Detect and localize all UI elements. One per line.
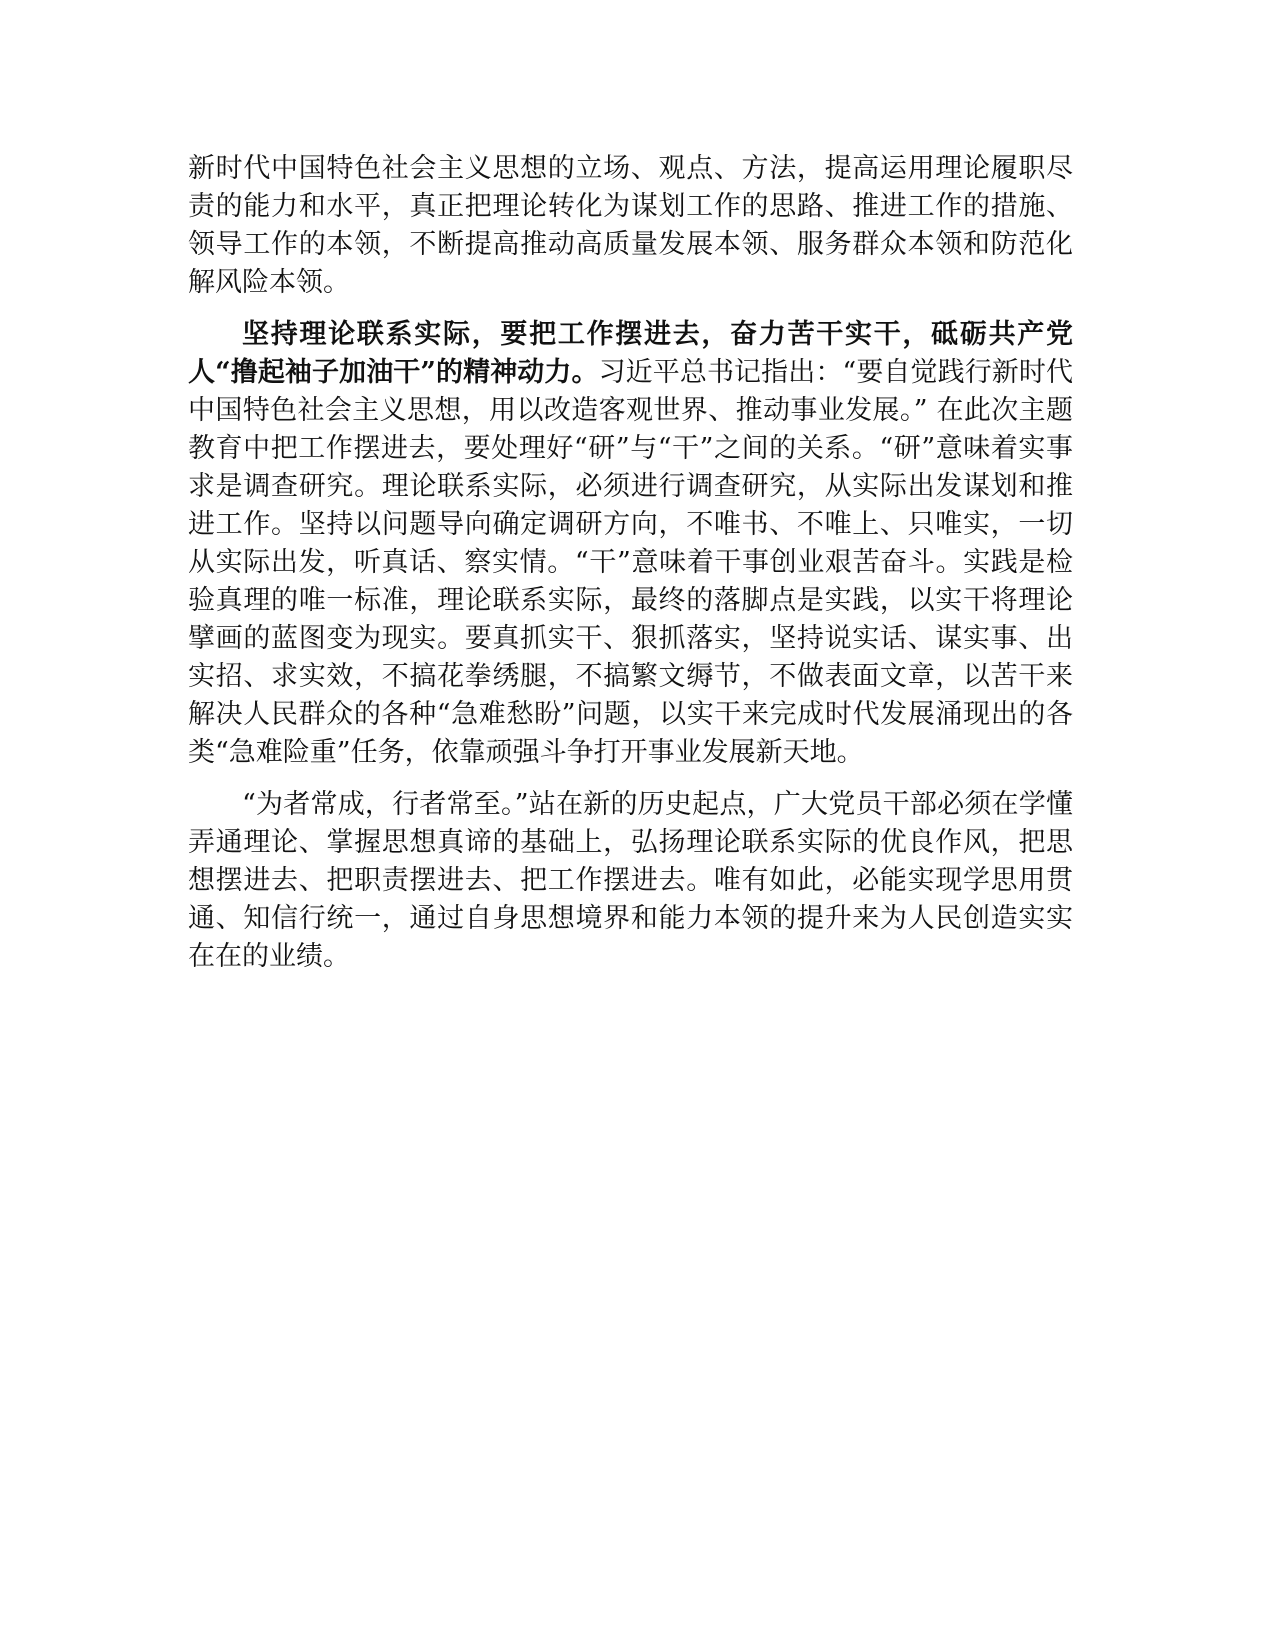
paragraph-2-text: 习近平总书记指出：“要自觉践行新时代中国特色社会主义思想，用以改造客观世界、推动事业发展。” 在此次主题教育中把工作摆进去，要处理好“研”与“干”之间的关系。“研”意味着实事求是调查研究。理论联系实际，必须进行调查研究，从实际出发谋划和推进工作。坚持以问题导向确定调研方向，不唯书、不唯上、只唯实，一切从实际出发，听真话、察实情。“干”意味着干事创业艰苦奋斗。实践是检验真理的唯一标准，理论联系实际，最终的落脚点是实践，以实干将理论擘画的蓝图变为现实。要真抓实干、狠抓落实，坚持说实话、谋实事、出实招、求实效，不搞花拳绣腿，不搞繁文缛节，不做表面文章，以苦干来解决人民群众的各种“急难愁盼”问题，以实干来完成时代发展涌现出的各类“急难险重”任务，依靠顽强斗争打开事业发展新天地。 — [188, 357, 1073, 768]
paragraph-1-text: 新时代中国特色社会主义思想的立场、观点、方法，提高运用理论履职尽责的能力和水平，真正把理论转化为谋划工作的思路、推进工作的措施、领导工作的本领，不断提高推动高质量发展本领、服务群众本领和防范化解风险本领。 — [188, 153, 1073, 298]
paragraph-3-text: “为者常成，行者常至。”站在新的历史起点，广大党员干部必须在学懂弄通理论、掌握思想真谛的基础上，弘扬理论联系实际的优良作风，把思想摆进去、把职责摆进去、把工作摆进去。唯有如此，必能实现学思用贯通、知信行统一，通过自身思想境界和能力本领的提升来为人民创造实实在在的业绩。 — [188, 789, 1073, 972]
paragraph-2 — [188, 316, 1073, 772]
document-body — [188, 150, 1073, 990]
paragraph-3 — [188, 786, 1073, 976]
paragraph-2-bold-lead: 坚持理论联系实际，要把工作摆进去，奋力苦干实干，砥砺共产党人“撸起袖子加油干”的精神动力。 — [188, 319, 1073, 388]
paragraph-1 — [188, 150, 1073, 302]
